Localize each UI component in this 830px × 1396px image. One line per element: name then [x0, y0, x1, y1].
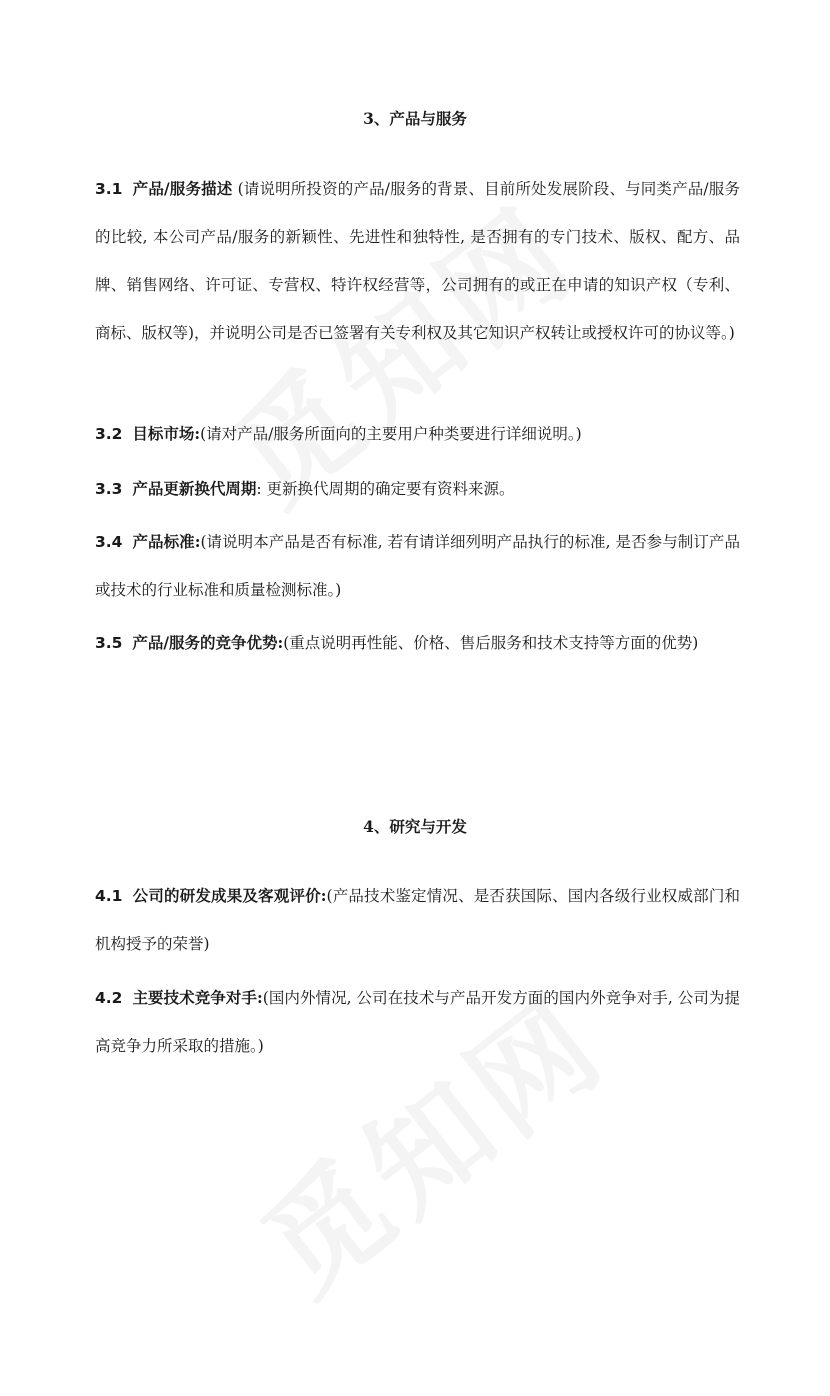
item-label: 主要技术竞争对手:	[132, 988, 263, 1007]
item-number: 3.5	[95, 634, 123, 652]
paragraph-3-2	[95, 410, 740, 458]
item-label: 产品/服务描述	[132, 179, 233, 198]
item-number: 4.2	[95, 989, 123, 1007]
item-label: 产品更新换代周期	[132, 479, 257, 498]
paragraph-3-1	[95, 165, 740, 357]
item-label: 目标市场:	[132, 424, 201, 443]
item-number: 3.2	[95, 425, 123, 443]
paragraph-3-4	[95, 518, 740, 614]
paragraph-4-2	[95, 974, 740, 1070]
item-text: (请对产品/服务所面向的主要用户种类要进行详细说明。)	[200, 425, 582, 443]
item-label: 公司的研发成果及客观评价:	[132, 886, 327, 905]
item-number: 3.3	[95, 480, 123, 498]
item-text: (请说明所投资的产品/服务的背景、目前所处发展阶段、与同类产品/服务的比较, 本公司产品/服务的新颖性、先进性和独特性, 是否拥有的专门技术、版权、配方、品牌、销售网络、许可证、专营权、特许权经营等，公司拥有的或正在申请的知识产权（专利、商标、版权等)，并说明公司是否已签署有关专利权及其它知识产权转让或授权许可的协议等。)	[95, 180, 740, 342]
item-text: (重点说明再性能、价格、售后服务和技术支持等方面的优势)	[283, 634, 699, 652]
paragraph-3-5	[95, 619, 740, 667]
section-heading: 4、研究与开发	[363, 817, 467, 836]
item-text: : 更新换代周期的确定要有资料来源。	[256, 480, 515, 498]
paragraph-3-3	[95, 465, 740, 513]
paragraph-4-1	[95, 872, 740, 968]
section-heading: 3、产品与服务	[363, 109, 467, 128]
item-label: 产品/服务的竞争优势:	[132, 633, 284, 652]
item-text: (国内外情况, 公司在技术与产品开发方面的国内外竞争对手, 公司为提高竞争力所采取的措施。)	[95, 989, 740, 1055]
item-number: 4.1	[95, 887, 123, 905]
item-number: 3.4	[95, 533, 123, 551]
item-number: 3.1	[95, 180, 123, 198]
item-text: (请说明本产品是否有标准, 若有请详细列明产品执行的标准, 是否参与制订产品或技术的行业标准和质量检测标准。)	[95, 533, 740, 599]
item-label: 产品标准:	[132, 532, 201, 551]
item-text: (产品技术鉴定情况、是否获国际、国内各级行业权威部门和机构授予的荣誉)	[95, 887, 740, 953]
